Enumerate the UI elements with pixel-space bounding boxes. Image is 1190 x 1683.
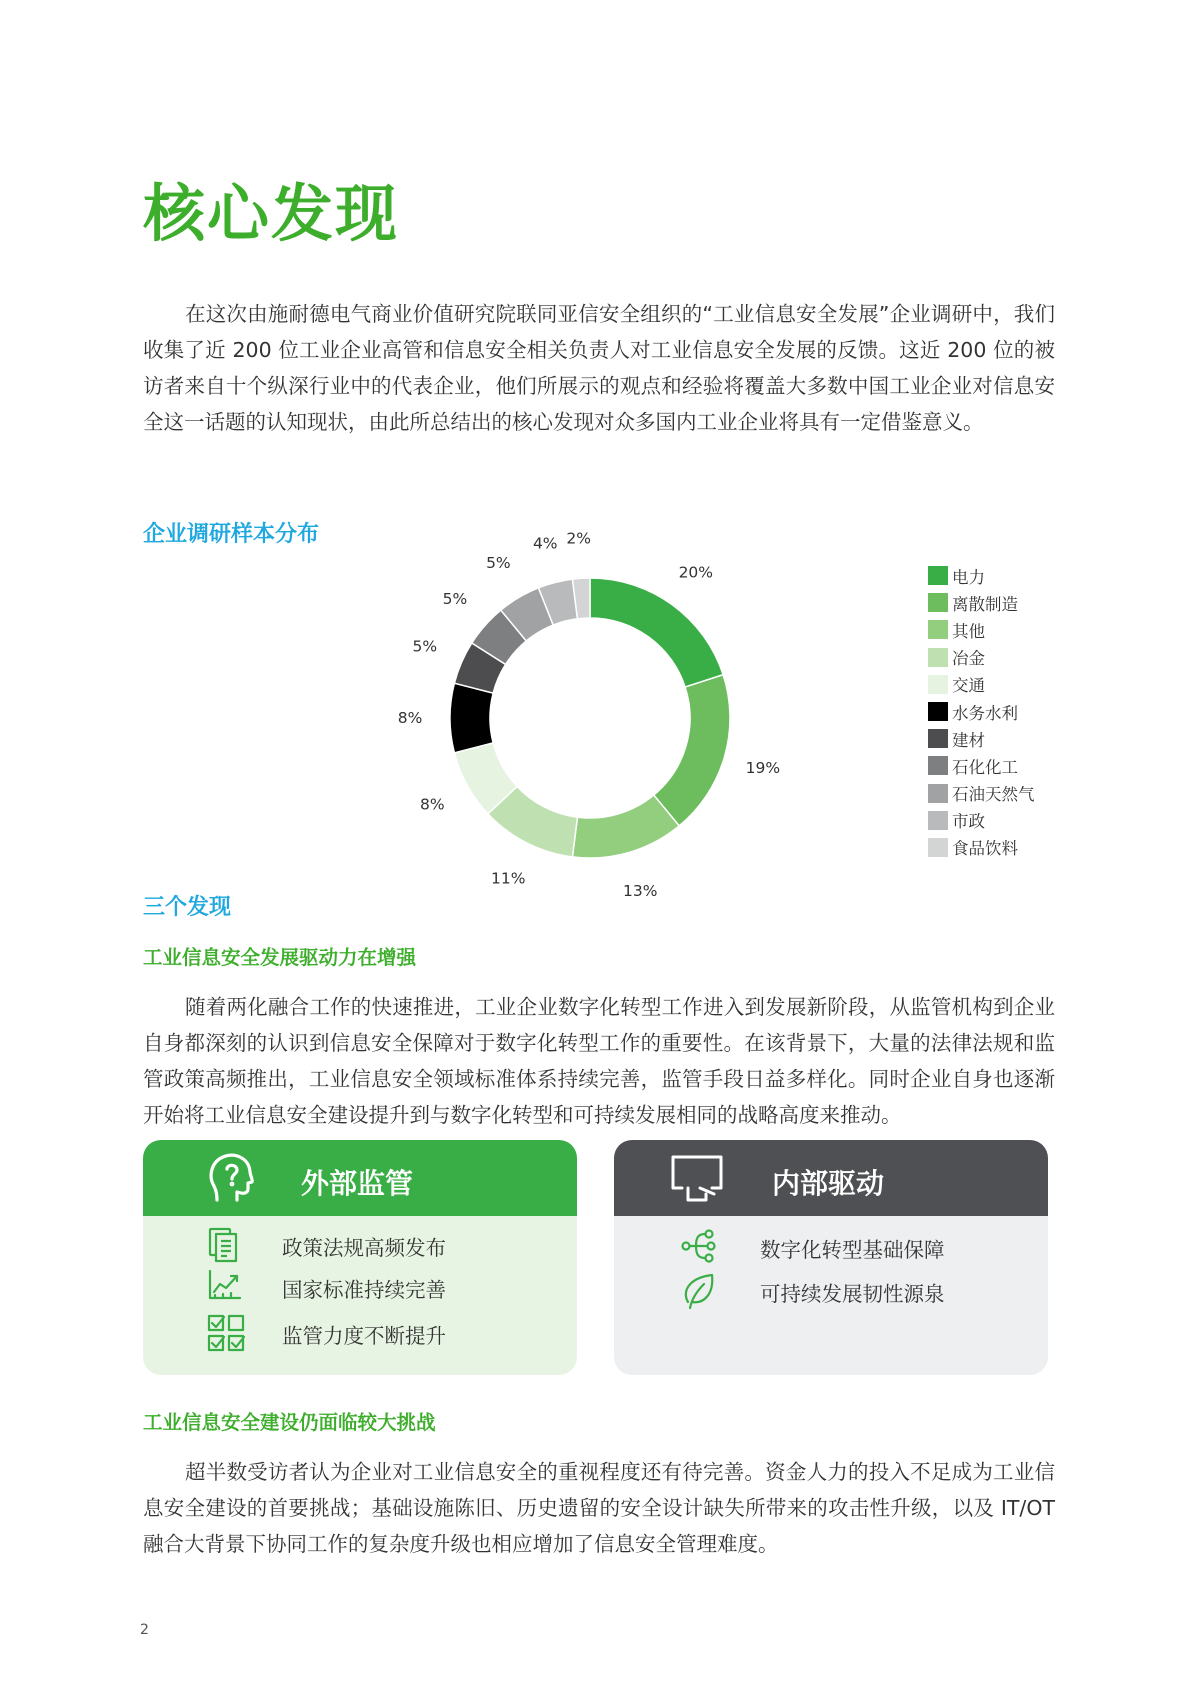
slice-label: 19% [745, 759, 780, 778]
checklist-grid-icon [207, 1314, 247, 1354]
slice-label: 5% [442, 589, 468, 608]
slice-label: 13% [622, 881, 658, 900]
head-profile-icon [207, 1152, 255, 1210]
finding-1-heading: 工业信息安全发展驱动力在增强 [143, 946, 417, 969]
slice-label: 2% [566, 529, 591, 548]
card-title: 外部监管 [301, 1167, 414, 1200]
trend-chart-icon [207, 1268, 247, 1308]
section-heading-sample-distribution: 企业调研样本分布 [143, 522, 320, 547]
card-body [143, 1216, 577, 1375]
donut-slice-离散制造 [654, 675, 730, 826]
legend-swatch [928, 620, 948, 639]
slice-label: 4% [532, 534, 558, 553]
legend-swatch [928, 729, 948, 748]
legend-item [928, 807, 1035, 834]
legend-swatch [928, 811, 948, 830]
legend-label: 水务水利 [952, 703, 1018, 723]
legend-item [928, 752, 1035, 779]
legend-label: 交通 [952, 676, 985, 696]
legend-swatch [928, 566, 948, 585]
legend-item [928, 589, 1035, 616]
legend-label: 离散制造 [952, 594, 1018, 614]
page-title: 核心发现 [143, 177, 400, 250]
legend-item [928, 616, 1035, 643]
legend-label: 食品饮料 [952, 839, 1018, 859]
item-label: 监管力度不断提升 [282, 1324, 446, 1348]
card-title: 内部驱动 [772, 1167, 885, 1200]
internal-drive-card [614, 1140, 1048, 1375]
item-label: 国家标准持续完善 [282, 1278, 446, 1302]
slice-label: 5% [412, 637, 438, 656]
legend-label: 市政 [952, 812, 985, 832]
legend-item [928, 780, 1035, 807]
legend-swatch [928, 648, 948, 667]
legend-label: 其他 [952, 621, 985, 641]
legend-swatch [928, 838, 948, 857]
list-item [207, 1268, 446, 1308]
legend-item [928, 725, 1035, 752]
document-icon [207, 1226, 247, 1266]
list-item [207, 1314, 446, 1354]
item-label: 政策法规高频发布 [282, 1236, 446, 1260]
slice-label: 11% [491, 869, 526, 888]
legend-item [928, 562, 1035, 589]
slice-label: 20% [678, 563, 714, 582]
finding-1-paragraph: 随着两化融合工作的快速推进，工业企业数字化转型工作进入到发展新阶段，从监管机构到企业自身都深刻的认识到信息安全保障对于数字化转型工作的重要性。在该背景下，大量的法律法规和监管政策高频推出，工业信息安全领域标准体系持续完善，监管手段日益多样化。同时企业自身也逐渐开始将工业信息安全建设提升到与数字化转型和可持续发展相同的战略高度来推动。 [143, 995, 1055, 1127]
item-label: 可持续发展韧性源泉 [760, 1282, 945, 1306]
section-heading-three-findings: 三个发现 [143, 895, 232, 920]
finding-2-heading: 工业信息安全建设仍面临较大挑战 [143, 1411, 436, 1434]
legend-label: 石油天然气 [952, 785, 1035, 805]
slice-label: 8% [397, 709, 423, 727]
slice-label: 8% [419, 795, 445, 814]
item-label: 数字化转型基础保障 [760, 1238, 945, 1262]
legend-label: 电力 [952, 567, 985, 587]
legend-swatch [928, 784, 948, 803]
page-number: 2 [140, 1622, 149, 1638]
intro-paragraph: 在这次由施耐德电气商业价值研究院联同亚信安全组织的“工业信息安全发展”企业调研中，我们收集了近 200 位工业企业高管和信息安全相关负责人对工业信息安全发展的反馈。这近 200 位的被访者来自十个纵深行业中的代表企业，他们所展示的观点和经验将覆盖大多数中国工业企业对信息安全这一话题的认知现状，由此所总结出的核心发现对众多国内工业企业将具有一定借鉴意义。 [143, 302, 1055, 434]
legend-label: 冶金 [952, 649, 985, 669]
legend-swatch [928, 702, 948, 721]
chart-legend [928, 562, 1035, 861]
card-header [143, 1140, 577, 1216]
donut-chart [380, 528, 780, 908]
legend-label: 建材 [952, 730, 985, 750]
legend-item [928, 671, 1035, 698]
legend-item [928, 834, 1035, 861]
card-header [614, 1140, 1048, 1216]
monitor-icon [670, 1154, 724, 1208]
external-regulation-card [143, 1140, 577, 1375]
legend-label: 石化化工 [952, 757, 1018, 777]
slice-label: 5% [486, 554, 511, 573]
card-body [614, 1216, 1048, 1375]
legend-item [928, 644, 1035, 671]
legend-swatch [928, 675, 948, 694]
leaf-icon [680, 1272, 720, 1312]
network-branch-icon [680, 1228, 720, 1268]
legend-item [928, 698, 1035, 725]
list-item [207, 1226, 446, 1266]
list-item [680, 1272, 945, 1312]
donut-slice-电力 [590, 578, 723, 687]
finding-2-paragraph: 超半数受访者认为企业对工业信息安全的重视程度还有待完善。资金人力的投入不足成为工业信息安全建设的首要挑战；基础设施陈旧、历史遗留的安全设计缺失所带来的攻击性升级，以及 IT/OT 融合大背景下协同工作的复杂度升级也相应增加了信息安全管理难度。 [143, 1460, 1055, 1556]
donut-slice-水务水利 [450, 683, 493, 753]
list-item [680, 1228, 945, 1268]
legend-swatch [928, 593, 948, 612]
legend-swatch [928, 756, 948, 775]
